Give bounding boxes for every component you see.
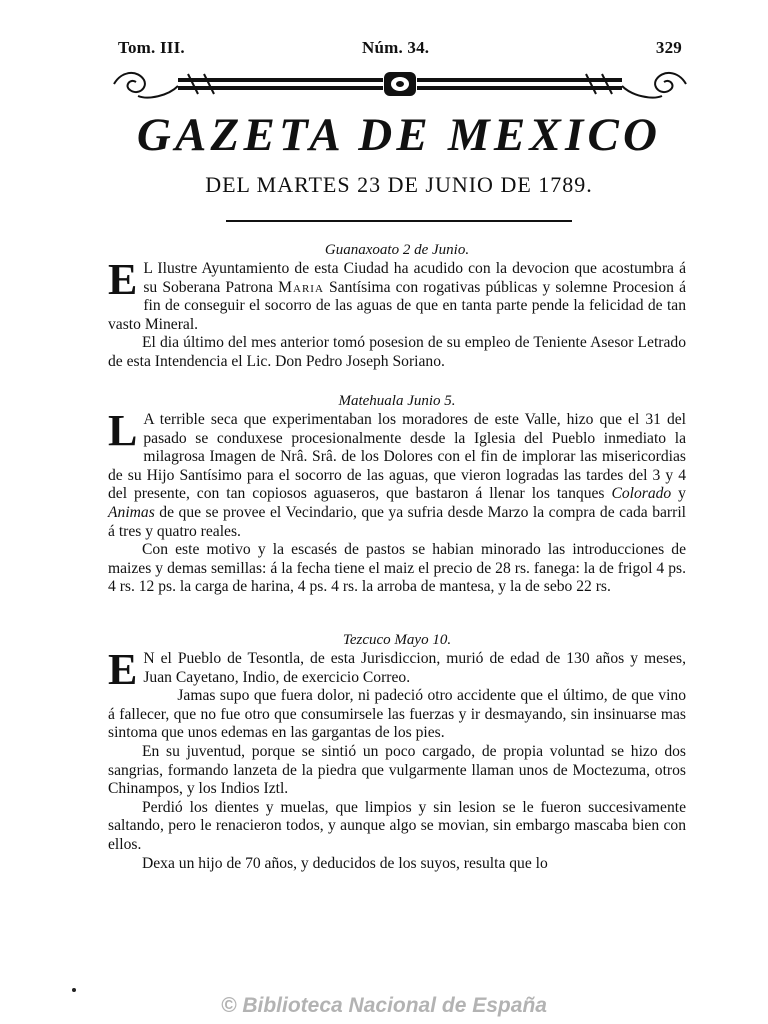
article-guanaxoato: [108, 239, 686, 372]
margin-mark: [72, 988, 76, 992]
issue-date: DEL MARTES 23 DE JUNIO DE 1789.: [205, 172, 593, 197]
ornamental-border: [108, 66, 692, 102]
drop-cap: L: [108, 406, 138, 455]
library-watermark: © Biblioteca Nacional de España: [221, 994, 547, 1017]
drop-cap: E: [108, 645, 138, 694]
newspaper-title: GAZETA DE MEXICO: [136, 109, 662, 161]
article-paragraph: E L Ilustre Ayuntamiento de esta Ciudad ha acudido con la devocion que acostumbra á su Soberana Patrona Maria Santísima con rogativas públicas y solemne Procesion á fin de conseguir el socorro de las aguas de que en tanta parte pende la felicidad de tan vasto Mineral.: [108, 255, 686, 333]
page-number: 329: [655, 38, 682, 57]
volume-label: Tom. III.: [118, 38, 185, 57]
separator-rule: [226, 219, 572, 225]
article-matehuala: [108, 390, 686, 597]
issue-number: Núm. 34.: [362, 38, 430, 57]
article-dateline: Tezcuco Mayo 10.: [342, 632, 452, 648]
running-header: [112, 38, 684, 64]
article-dateline: Matehuala Junio 5.: [338, 393, 456, 409]
article-paragraph: Con este motivo y la escasés de pastos se habian minorado las introducciones de maizes y demas semillas: á la fecha tiene el maiz el precio de 28 rs. fanega: la de frigol 4 ps. 4 rs. 12 ps. la carga de harina, 4 ps. 4 rs. la arroba de mantesa, y la de sebo 22 rs.: [108, 541, 686, 596]
article-paragraph: Dexa un hijo de 70 años, y deducidos de los suyos, resulta que lo: [142, 854, 548, 872]
article-paragraph: En su juventud, porque se sintió un poco cargado, de propia voluntad se hizo dos sangrias, formando lanzeta de la piedra que vulgarmente llaman unos de Moctezuma, otros Chinampos, y los Indios Iztl.: [108, 742, 686, 798]
article-paragraph: Perdió los dientes y muelas, que limpios y sin lesion se le fueron succesivamente saltando, pero le renacieron todos, y aunque algo se movian, sin embargo mascaba bien con ellos.: [108, 798, 686, 853]
article-tezcuco: [108, 629, 686, 873]
article-paragraph: Jamas supo que fuera dolor, ni padeció otro accidente que el último, de que vino á fallecer, que no fue otro que consumirsele las fuerzas y ir desmayando, sin insinuarse mas sintoma que unos edemas en las gargantas de los pies.: [108, 687, 686, 742]
drop-cap: E: [108, 255, 138, 304]
article-dateline: Guanaxoato 2 de Junio.: [324, 242, 470, 258]
article-paragraph: El dia último del mes anterior tomó posesion de su empleo de Teniente Asesor Letrado de esta Intendencia el Lic. Don Pedro Joseph Soriano.: [108, 334, 686, 370]
article-paragraph: E N el Pueblo de Tesontla, de esta Jurisdiccion, murió de edad de 130 años y meses, Juan Cayetano, Indio, de exercicio Correo.: [108, 645, 686, 694]
article-paragraph: L A terrible seca que experimentaban los moradores de este Valle, hizo que el 31 del pasado se conduxese procesionalmente desde la Iglesia del Pueblo inmediato la milagrosa Imagen de Nrâ. Srâ. de los Dolores con el fin de implorar las misericordias de su Hijo Santísimo para el socorro de las aguas, que vieron logradas las tardes del 3 y 4 del presente, con tan copiosos aguaseros, que bastaron á llenar los tanques Colorado y Animas de que se provee el Vecindario, que ya sufria desde Marzo la compra de cada barril á tres y quatro reales.: [108, 406, 686, 540]
